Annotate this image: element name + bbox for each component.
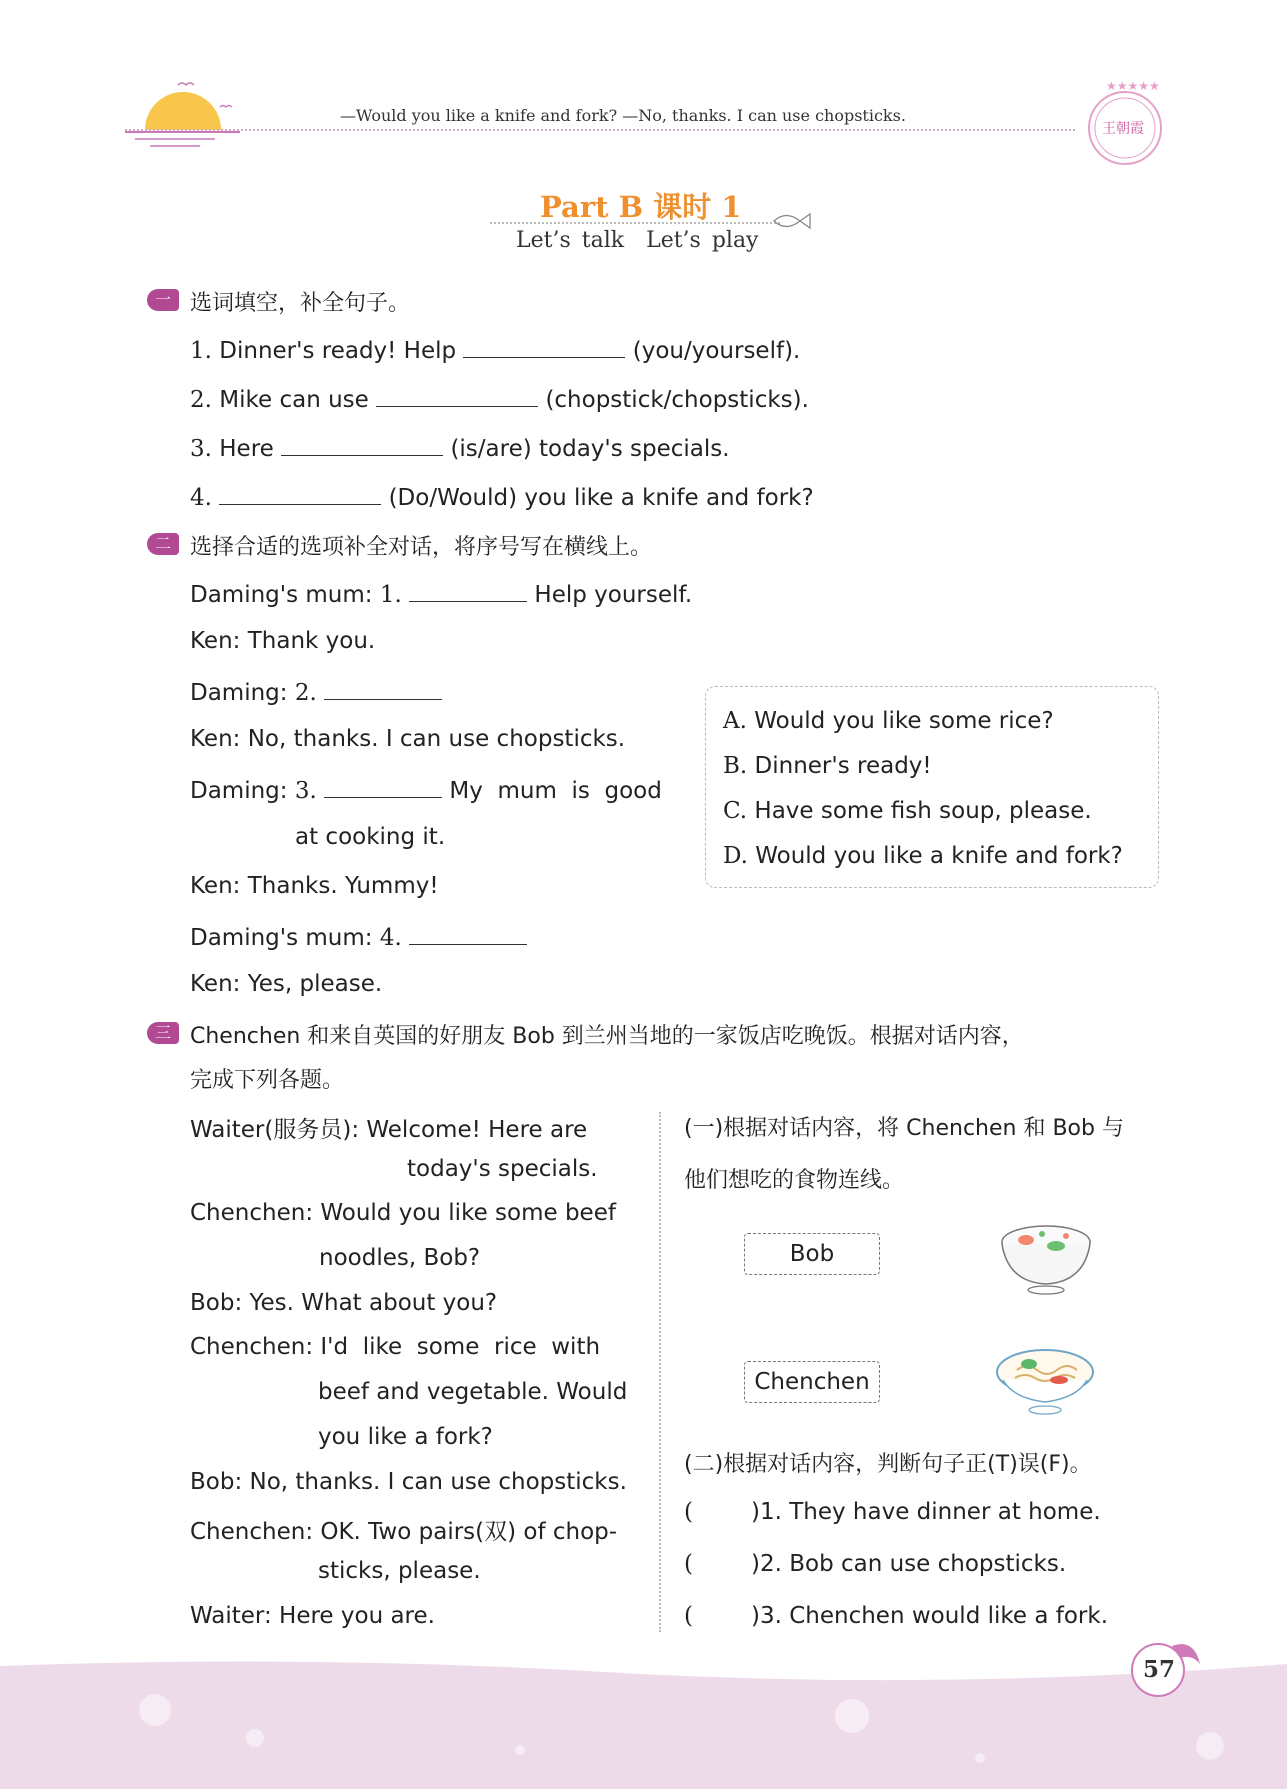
section-2-heading: 选择合适的选项补全对话，将序号写在横线上。	[190, 535, 653, 560]
rice-bowl-icon	[998, 1212, 1094, 1296]
judge-item-2: ( )2. Bob can use chopsticks.	[684, 1551, 1067, 1577]
section-3-badge: 三	[147, 1022, 179, 1044]
option-b: B. Dinner's ready!	[723, 753, 932, 779]
part-1-heading-2: 他们想吃的食物连线。	[684, 1168, 905, 1193]
section-1-heading: 选词填空，补全句子。	[190, 291, 411, 316]
s2-dialog-line: Ken: Thanks. Yummy!	[190, 873, 439, 899]
part-2-heading: (二)根据对话内容，判断句子正(T)误(F)。	[684, 1452, 1092, 1477]
page-title: Part B 课时 1	[540, 190, 742, 224]
answer-blank[interactable]	[409, 922, 527, 945]
noodle-bowl-icon	[993, 1340, 1097, 1424]
s2-dialog-line: Ken: No, thanks. I can use chopsticks.	[190, 726, 626, 752]
s2-dialog-line: Ken: Yes, please.	[190, 971, 383, 997]
svg-text:★★★★★: ★★★★★	[1106, 79, 1160, 93]
judge-item-3: ( )3. Chenchen would like a fork.	[684, 1603, 1109, 1629]
s2-dialog-line: Daming: 3. My mum is good	[190, 775, 662, 804]
answer-blank[interactable]	[409, 579, 527, 602]
s3-dialog-line: Waiter: Here you are.	[190, 1603, 435, 1629]
page-subtitle	[516, 228, 781, 253]
name-box-chenchen[interactable]: Chenchen	[744, 1361, 880, 1403]
subtitle-play: Let’s play	[646, 228, 759, 253]
s3-dialog-line: today's specials.	[407, 1156, 598, 1182]
s3-dialog-line: Chenchen: OK. Two pairs(双) of chop-	[190, 1519, 618, 1545]
footer-wave	[0, 1660, 1287, 1789]
section-2-badge: 二	[147, 533, 179, 555]
option-d: D. Would you like a knife and fork?	[723, 843, 1123, 869]
option-c: C. Have some fish soup, please.	[723, 798, 1092, 824]
s1-item-4: 4. (Do/Would) you like a knife and fork?	[190, 482, 814, 511]
answer-blank[interactable]	[324, 775, 442, 798]
section-1-badge: 一	[147, 289, 179, 311]
header-text: —Would you like a knife and fork? —No, thanks. I can use chopsticks.	[340, 106, 906, 125]
stamp-text: 王朝霞	[1102, 121, 1144, 137]
s2-dialog-line: at cooking it.	[295, 824, 446, 850]
subtitle-talk: Let’s talk	[516, 228, 625, 253]
header-divider	[125, 129, 1075, 131]
s3-dialog-line: sticks, please.	[318, 1558, 481, 1584]
answer-blank[interactable]	[219, 482, 381, 505]
s1-item-3: 3. Here (is/are) today's specials.	[190, 433, 730, 462]
column-divider	[659, 1112, 661, 1632]
s3-dialog-line: Chenchen: Would you like some beef	[190, 1200, 616, 1226]
s3-dialog-line: noodles, Bob?	[319, 1245, 481, 1271]
option-a: A. Would you like some rice?	[723, 708, 1054, 734]
answer-blank[interactable]	[281, 433, 443, 456]
s3-dialog-line: Chenchen: I'd like some rice with	[190, 1334, 601, 1360]
sunset-icon	[120, 75, 250, 155]
title-divider	[490, 222, 780, 224]
s2-dialog-line: Daming's mum: 4.	[190, 922, 527, 951]
name-box-bob[interactable]: Bob	[744, 1233, 880, 1275]
s3-dialog-line: Waiter(服务员): Welcome! Here are	[190, 1117, 588, 1143]
page-number: 57	[1143, 1656, 1176, 1683]
publisher-stamp	[1080, 78, 1170, 168]
section-3-heading-1: Chenchen 和来自英国的好朋友 Bob 到兰州当地的一家饭店吃晚饭。根据对话内容，	[190, 1024, 1024, 1049]
judge-item-1: ( )1. They have dinner at home.	[684, 1499, 1101, 1525]
s2-dialog-line: Daming: 2.	[190, 677, 442, 706]
answer-blank[interactable]	[376, 384, 538, 407]
part-1-heading-1: (一)根据对话内容，将 Chenchen 和 Bob 与	[684, 1116, 1124, 1141]
s2-dialog-line: Daming's mum: 1. Help yourself.	[190, 579, 692, 608]
s1-item-1: 1. Dinner's ready! Help (you/yourself).	[190, 335, 800, 364]
answer-blank[interactable]	[324, 677, 442, 700]
s3-dialog-line: Bob: Yes. What about you?	[190, 1290, 498, 1316]
s1-item-2: 2. Mike can use (chopstick/chopsticks).	[190, 384, 809, 413]
s3-dialog-line: you like a fork?	[318, 1424, 493, 1450]
s3-dialog-line: Bob: No, thanks. I can use chopsticks.	[190, 1469, 627, 1495]
answer-blank[interactable]	[463, 335, 625, 358]
s2-dialog-line: Ken: Thank you.	[190, 628, 376, 654]
section-3-heading-2: 完成下列各题。	[190, 1068, 345, 1093]
s3-dialog-line: beef and vegetable. Would	[318, 1379, 628, 1405]
